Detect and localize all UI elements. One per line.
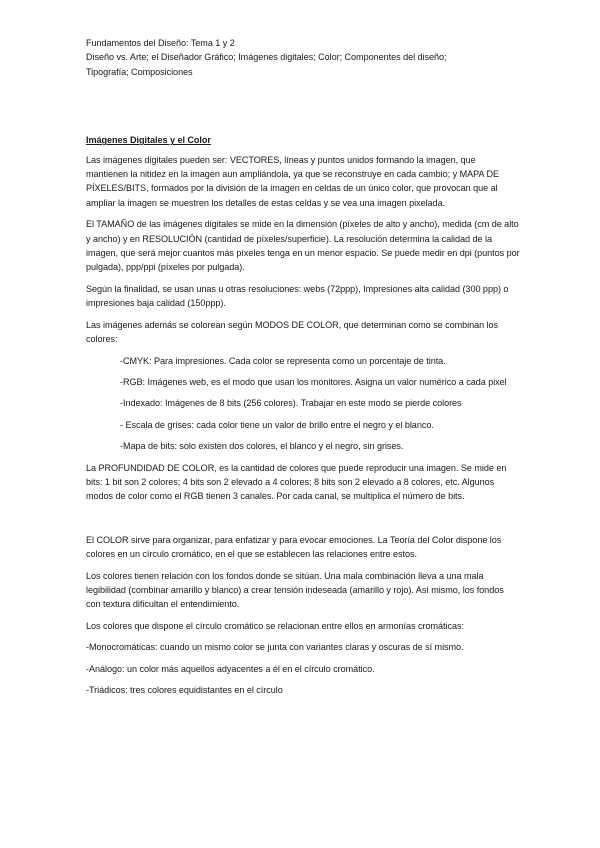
paragraph-harmonies-intro: Los colores que dispone el círculo cromático se relacionan entre ellos en armonías cromáticas: (86, 620, 464, 631)
color-mode-cmyk: -CMYK: Para impresiones. Cada color se representa como un porcentaje de tinta. (120, 355, 446, 366)
section-title: Imágenes Digitales y el Color (86, 135, 211, 146)
color-modes-list (86, 354, 520, 454)
header-line-2: Diseño vs. Arte; el Diseñador Gráfico; Imágenes digitales; Color; Componentes del diseño; (86, 52, 447, 63)
color-mode-bitmap: -Mapa de bits: solo existen dos colores, el blanco y el negro, sin grises. (120, 441, 404, 452)
harmony-monochromatic: -Monocromáticas: cuando un mismo color se junta con variantes claras y oscuras de sí mismo. (86, 642, 464, 653)
paragraph-color-theory: El COLOR sirve para organizar, para enfatizar y para evocar emociones. La Teoría del Color dispone los colores en un círculo cromático, en el que se establecen las relaciones entre estos. (86, 534, 502, 560)
harmony-analogous: -Análogo: un color más aquellos adyacentes a él en el círculo cromático. (86, 663, 375, 674)
harmony-triadic: -Triádicos: tres colores equidistantes en el círculo (86, 685, 283, 695)
paragraph-color-depth: La PROFUNDIDAD DE COLOR, es la cantidad de colores que puede reproducir una imagen. Se mide en bits: 1 bit son 2 colores; 4 bits son 2 elevado a 4 colores; 8 bits son 2 elevado a 8 colores, etc. Algunos modos de color como el RGB tienen 3 canales. Por cada canal, se multiplica el número de bits. (86, 462, 507, 502)
color-mode-grayscale: - Escala de grises: cada color tiene un valor de brillo entre el negro y el blanco. (120, 419, 434, 430)
paragraph-image-types: Las imágenes digitales pueden ser: VECTORES, líneas y puntos unidos formando la imagen, que mantienen la nitidez en la imagen aun ampliándola, ya que se reconstruye en cada cambio; y MAPA DE PÍXELES/BITS, formados por la división de la imagen en celdas de un único color, que provocan que al ampliar la imagen se muestren los detalles de estas celdas y se vea una imagen pixelada. (86, 154, 499, 208)
color-mode-rgb: -RGB: Imágenes web, es el modo que usan los monitores. Asigna un valor numérico a cada pixel (120, 376, 507, 387)
header-line-3: Tipografía; Composiciones (86, 66, 193, 77)
paragraph-color-modes-intro: Las imágenes además se colorean según MODOS DE COLOR, que determinan como se combinan los colores: (86, 319, 499, 345)
paragraph-resolutions: Según la finalidad, se usan unas u otras resoluciones: webs (72ppp), Impresiones alta calidad (300 ppp) o impresiones baja calidad (150ppp). (86, 283, 509, 309)
color-mode-indexed: -Indexado: Imágenes de 8 bits (256 colores). Trabajar en este modo se pierde colores (120, 398, 462, 409)
paragraph-backgrounds: Los colores tienen relación con los fondos donde se sitúan. Una mala combinación lleva a una mala legibilidad (combinar amarillo y blanco) a crear tensión indeseada (amarillo y rojo). Así mismo, los fondos con textura dificultan el entendimiento. (86, 570, 504, 610)
header-line-1: Fundamentos del Diseño: Tema 1 y 2 (86, 38, 235, 48)
document-header (86, 36, 520, 79)
paragraph-image-size: El TAMAÑO de las imágenes digitales se mide en la dimensión (píxeles de alto y ancho), medida (cm de alto y ancho) y en RESOLUCIÓN (cantidad de píxeles/superficie). La resolución determina la calidad de la imagen, que será mejor cuantos más píxeles tenga en un menor espacio. Se puede medir en dpi (puntos por pulgada), ppp/ppi (píxeles por pulgada). (86, 219, 520, 273)
